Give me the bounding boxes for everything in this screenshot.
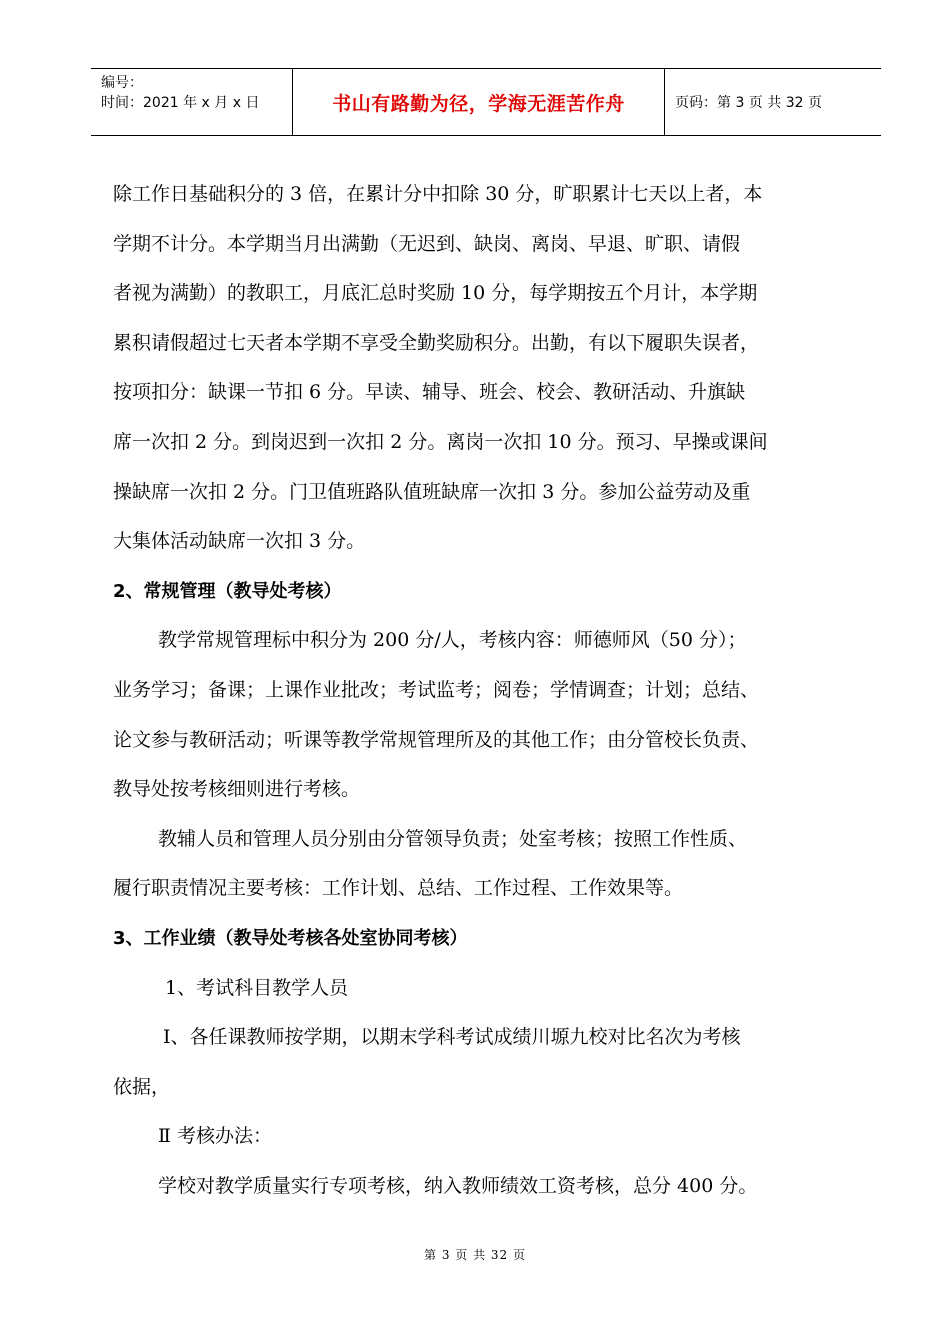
page-header: [91, 68, 881, 136]
paragraph-line: 学期不计分。本学期当月出满勤（无迟到、缺岗、离岗、早退、旷职、请假: [113, 232, 741, 255]
header-page-info: 页码：第 3 页 共 32 页: [675, 95, 822, 111]
paragraph-line: Ⅰ、各任课教师按学期，以期末学科考试成绩川塬九校对比名次为考核: [163, 1026, 741, 1049]
paragraph-line: 累积请假超过七天者本学期不享受全勤奖励积分。出勤，有以下履职失误者，: [113, 331, 760, 354]
paragraph-line: 大集体活动缺席一次扣 3 分。: [113, 530, 366, 553]
paragraph-line: 教学常规管理标中积分为 200 分/人，考核内容：师德师风（50 分）；: [158, 629, 747, 652]
paragraph-line: 者视为满勤）的教职工，月底汇总时奖励 10 分，每学期按五个月计，本学期: [113, 282, 758, 305]
paragraph-line: 除工作日基础积分的 3 倍，在累计分中扣除 30 分，旷职累计七天以上者，本: [113, 183, 763, 205]
page-footer: 第 3 页 共 32 页: [424, 1248, 526, 1262]
paragraph-line: 按项扣分：缺课一节扣 6 分。早读、辅导、班会、校会、教研活动、升旗缺: [113, 381, 746, 404]
paragraph-line: 席一次扣 2 分。到岗迟到一次扣 2 分。离岗一次扣 10 分。预习、早操或课间: [113, 430, 768, 453]
header-meta-cell: [91, 69, 293, 135]
document-body: [113, 170, 873, 1211]
subheading-exam-teachers: 1、考试科目教学人员: [165, 976, 349, 999]
paragraph-line: 操缺席一次扣 2 分。门卫值班路队值班缺席一次扣 3 分。参加公益劳动及重: [113, 480, 751, 503]
paragraph-line: 教导处按考核细则进行考核。: [113, 778, 361, 801]
paragraph-line: Ⅱ 考核办法：: [158, 1125, 272, 1148]
paragraph-line: 论文参与教研活动；听课等教学常规管理所及的其他工作；由分管校长负责、: [113, 728, 760, 751]
document-number-label: 编号：: [101, 75, 143, 91]
section-heading-routine-management: 2、常规管理（教导处考核）: [113, 580, 342, 602]
paragraph-line: 履行职责情况主要考核：工作计划、总结、工作过程、工作效果等。: [113, 877, 684, 900]
paragraph-line: 业务学习；备课；上课作业批改；考试监考；阅卷；学情调查；计划；总结、: [113, 678, 760, 701]
section-heading-work-performance: 3、工作业绩（教导处考核各处室协同考核）: [113, 927, 468, 949]
header-motto: 书山有路勤为径，学海无涯苦作舟: [293, 69, 665, 135]
document-time-label: 时间：2021 年 x 月 x 日: [101, 95, 260, 111]
paragraph-line: 学校对教学质量实行专项考核，纳入教师绩效工资考核，总分 400 分。: [158, 1174, 758, 1197]
paragraph-line: 依据，: [113, 1075, 171, 1098]
paragraph-line: 教辅人员和管理人员分别由分管领导负责；处室考核；按照工作性质、: [158, 827, 748, 850]
